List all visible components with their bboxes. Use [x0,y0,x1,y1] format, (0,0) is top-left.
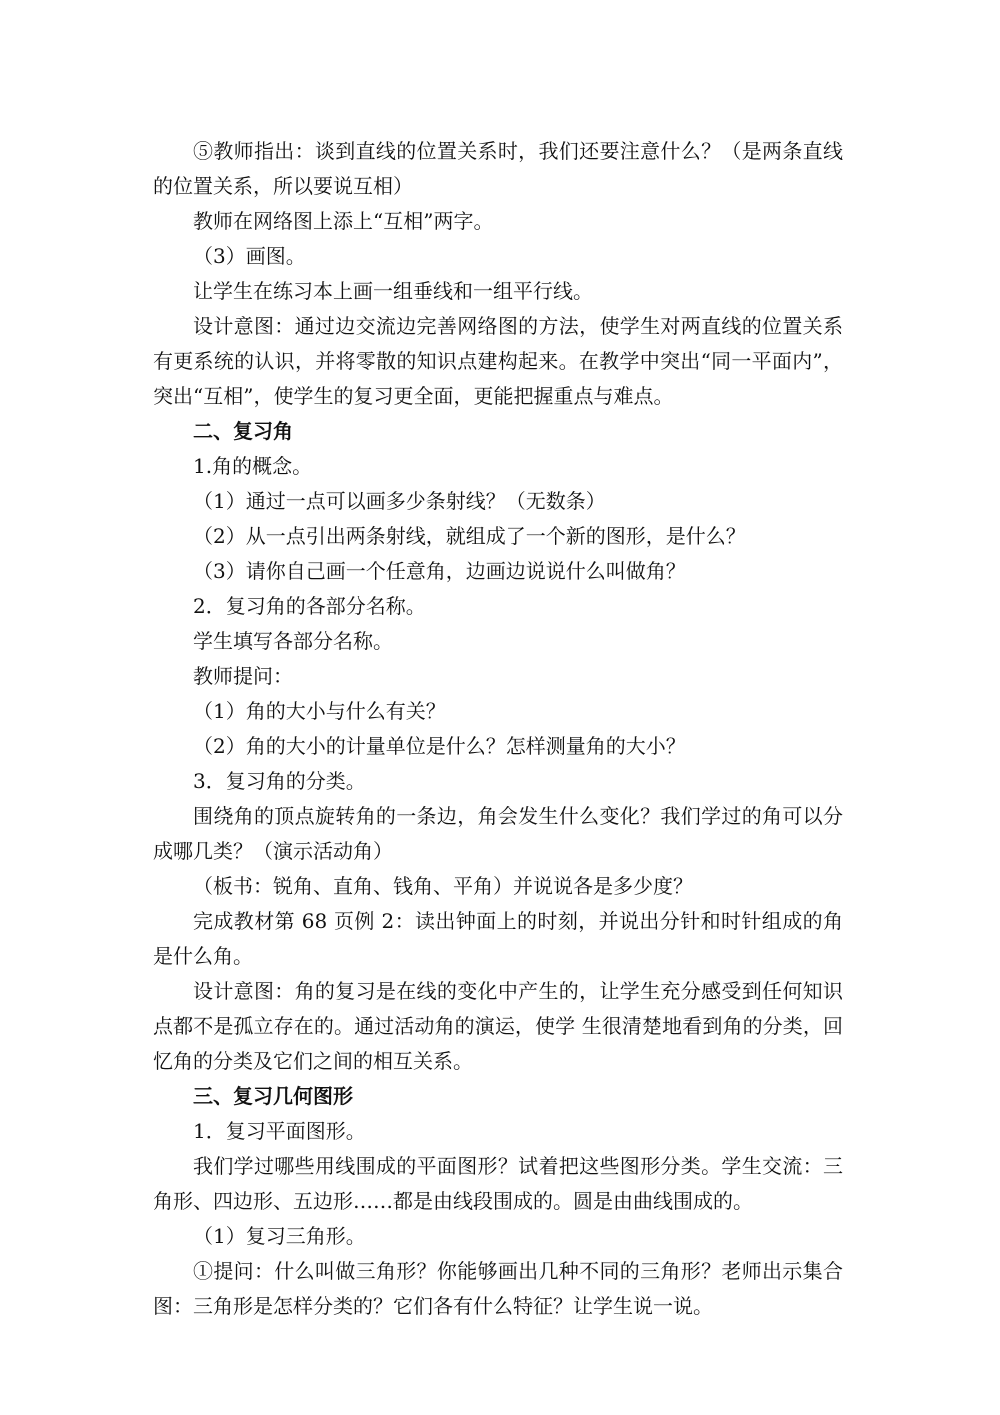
section-heading-angles: 二、复习角 [193,419,293,443]
paragraph-textbook-example: 完成教材第 68 页例 2：读出钟面上的时刻，并说出分针和时针组成的角是什么角。 [153,909,843,968]
paragraph-question-rays: （1）通过一点可以画多少条射线？（无数条） [193,489,606,513]
paragraph-rotate-angle: 围绕角的顶点旋转角的一条边，角会发生什么变化？我们学过的角可以分成哪几类？（演示活动角） [153,804,843,863]
paragraph-draw-task: 让学生在练习本上画一组垂线和一组平行线。 [193,279,593,303]
paragraph-angle-classification: 3．复习角的分类。 [193,769,366,793]
paragraph-teacher-asks: 教师提问： [193,664,293,688]
paragraph-question-new-shape: （2）从一点引出两条射线，就组成了一个新的图形，是什么？ [193,524,746,548]
paragraph-add-word: 教师在网络图上添上“互相”两字。 [193,209,494,233]
paragraph-design-intent-2: 设计意图：角的复习是在线的变化中产生的，让学生充分感受到任何知识点都不是孤立存在的。通过活动角的演运，使学 生很清楚地看到角的分类，回忆角的分类及它们之间的相互关系。 [153,979,843,1073]
section-heading-geometry: 三、复习几何图形 [193,1084,353,1108]
paragraph-design-intent-1: 设计意图：通过边交流边完善网络图的方法，使学生对两直线的位置关系有更系统的认识，并将零散的知识点建构起来。在教学中突出“同一平面内”，突出“互相”，使学生的复习更全面，更能把握重点与难点。 [153,314,843,408]
paragraph-question-draw-angle: （3）请你自己画一个任意角，边画边说说什么叫做角？ [193,559,686,583]
paragraph-teacher-points-out: ⑤教师指出：谈到直线的位置关系时，我们还要注意什么？（是两条直线的位置关系，所以要说互相） [153,139,843,198]
paragraph-plane-figures: 1．复习平面图形。 [193,1119,366,1143]
paragraph-triangle-questions: ①提问：什么叫做三角形？你能够画出几种不同的三角形？老师出示集合图：三角形是怎样分类的？它们各有什么特征？让学生说一说。 [153,1259,843,1318]
paragraph-angle-parts: 2．复习角的各部分名称。 [193,594,426,618]
paragraph-board-writing: （板书：锐角、直角、钱角、平角）并说说各是多少度？ [193,874,693,898]
paragraph-plane-figures-discussion: 我们学过哪些用线围成的平面图形？试着把这些图形分类。学生交流：三角形、四边形、五边形……都是由线段围成的。圆是由曲线围成的。 [153,1154,843,1213]
paragraph-angle-concept: 1.角的概念。 [193,454,313,478]
paragraph-question-angle-unit: （2）角的大小的计量单位是什么？怎样测量角的大小？ [193,734,686,758]
paragraph-triangle-review: （1）复习三角形。 [193,1224,366,1248]
paragraph-fill-parts: 学生填写各部分名称。 [193,629,393,653]
paragraph-draw-title: （3）画图。 [193,244,306,268]
document-body [153,134,843,1324]
paragraph-question-angle-size: （1）角的大小与什么有关？ [193,699,446,723]
